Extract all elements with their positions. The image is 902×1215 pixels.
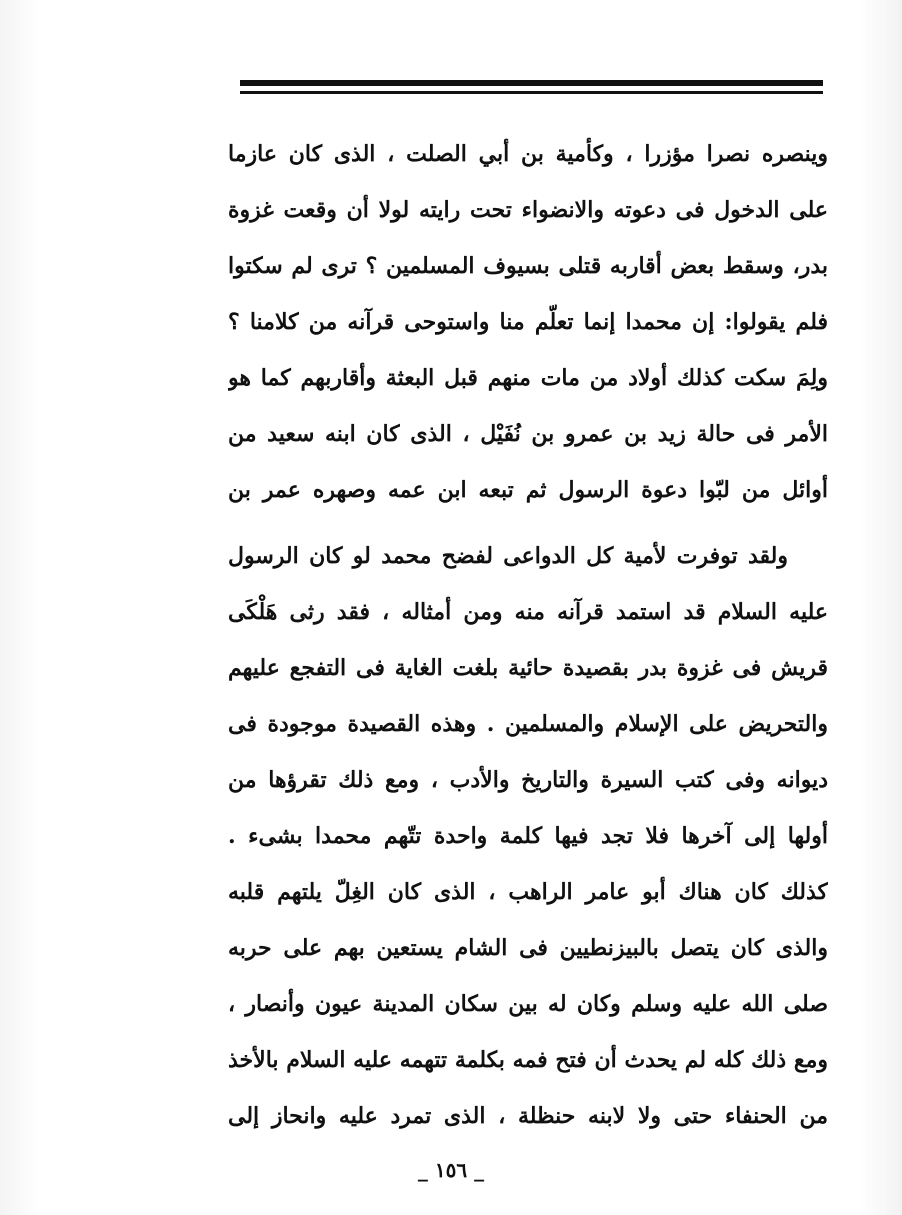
paragraph-1: وينصره نصرا مؤزرا ، وكأمية بن أبي الصلت ، الذى كان عازما على الدخول فى دعوته والانضواء تحت رايته لولا أن وقعت غزوة بدر، وسقط بعض أقاربه قتلى بسيوف المسلمين ؟ ترى لم سكتوا فلم يقولوا: إن محمدا إنما تعلّم منا واستوحى قرآنه من كلامنا ؟ ولِمَ سكت كذلك أولاد من مات منهم قبل البعثة وأقاربهم كما هو الأمر فى حالة زيد بن عمرو بن نُفَيْل ، الذى كان ابنه سعيد من أوائل من لبّوا دعوة الرسول ثم تبعه ابن عمه وصهره عمر بن [228, 141, 828, 503]
body-text [228, 126, 828, 1144]
header-rule-thin-line [240, 91, 823, 94]
header-rule [240, 80, 823, 98]
header-rule-thick-line [240, 80, 823, 86]
page-number: _ ١٥٦ _ [417, 1158, 485, 1182]
paragraph-2: ولقد توفرت لأمية كل الدواعى لفضح محمد لو كان الرسول عليه السلام قد استمد قرآنه منه ومن أمثاله ، فقد رثى هَلْكَى قريش فى غزوة بدر بقصيدة حائية بلغت الغاية فى التفجع عليهم والتحريض على الإسلام والمسلمين . وهذه القصيدة موجودة فى ديوانه وفى كتب السيرة والتاريخ والأدب ، ومع ذلك تقرؤها من أولها إلى آخرها فلا تجد فيها كلمة واحدة تتّهم محمدا بشىء . كذلك كان هناك أبو عامر الراهب ، الذى كان الغِلّ يلتهم قلبه والذى كان يتصل بالبيزنطيين فى الشام يستعين بهم على حربه صلى الله عليه وسلم وكان له بين سكان المدينة عيون وأنصار ، ومع ذلك كله لم يحدث أن فتح فمه بكلمة تتهمه عليه السلام بالأخذ من الحنفاء حتى ولا لابنه حنظلة ، الذى تمرد عليه وانحاز إلى [228, 543, 828, 1129]
